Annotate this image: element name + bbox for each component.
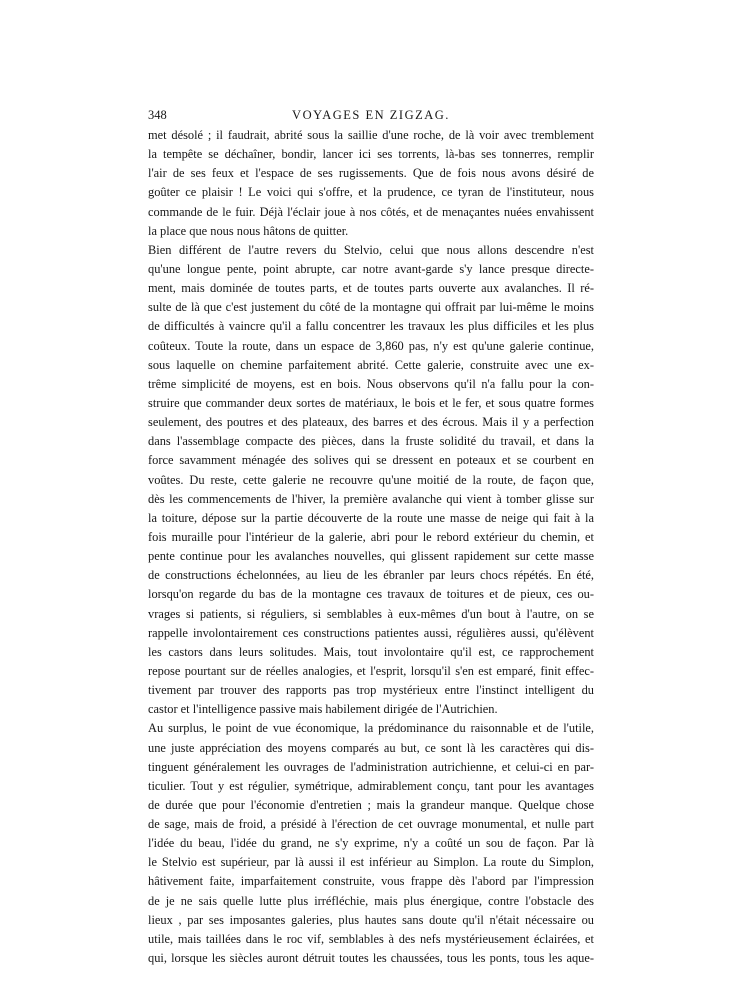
- text-line: l'idée du beau, l'idée du grand, ne s'y exprime, n'y a coûté un sou de façon. Par là: [148, 836, 594, 851]
- text-line: une juste appréciation des moyens comparés au but, ce sont là les caractères qui dis-: [148, 740, 594, 755]
- text-line: met désolé ; il faudrait, abrité sous la saillie d'une roche, de là voir avec tremblement: [148, 128, 594, 142]
- text-line: seulement, des poutres et des plateaux, des barres et des écrous. Mais il y a perfection: [148, 415, 594, 430]
- text-line: force savamment ménagée des solives qui se dressent en poteaux et se courbent en: [148, 453, 594, 468]
- text-line: la toiture, dépose sur la partie découverte de la route une masse de neige qui fait à la: [148, 510, 594, 525]
- text-line: fois muraille pour l'intérieur de la galerie, abri pour le rebord extérieur du chemin, et: [148, 529, 594, 544]
- text-line: pente continue pour les avalanches nouvelles, qui glissent rapidement sur cette masse: [148, 549, 594, 564]
- body-text: [148, 126, 594, 968]
- text-line: goûter ce plaisir ! Le voici qui s'offre, et la prudence, ce tyran de l'instituteur, nous: [148, 185, 594, 200]
- text-line: ment, mais dominée de toutes parts, et de toutes parts ouverte aux avalanches. Il ré-: [148, 281, 594, 296]
- text-line: l'air de ses feux et l'espace de ses rugissements. Que de fois nous avons désiré de: [148, 166, 594, 181]
- page-header: [148, 108, 594, 126]
- text-line: tivement par trouver des rapports pas trop mystérieux entre l'instinct intelligent du: [148, 683, 594, 698]
- text-line: Au surplus, le point de vue économique, la prédominance du raisonnable et de l'utile,: [148, 721, 594, 736]
- text-line: commande de le fuir. Déjà l'éclair joue à nos côtés, et de menaçantes nuées envahissent: [148, 204, 594, 219]
- text-line: vrages si patients, si réguliers, si semblables à eux-mêmes d'un bout à l'autre, on se: [148, 606, 594, 621]
- text-line: coûteux. Toute la route, dans un espace de 3,860 pas, n'y est qu'une galerie continue,: [148, 338, 594, 353]
- book-page: [148, 108, 594, 968]
- text-line: la tempête se déchaîner, bondir, lancer ici ses torrents, là-bas ses tonnerres, remplir: [148, 147, 594, 162]
- text-line: sulte de là que c'est justement du côté de la montagne qui offrait par lui-même le moins: [148, 300, 594, 315]
- text-line: de constructions échelonnées, au lieu de les ébranler par leurs chocs répétés. En été,: [148, 568, 594, 583]
- text-line: de sage, mais de froid, a présidé à l'érection de cet ouvrage monumental, et nulle part: [148, 817, 594, 832]
- text-line: la place que nous nous hâtons de quitter.: [148, 223, 349, 238]
- text-line: rappelle involontairement ces constructions patientes aussi, régulières aussi, qu'élèvent: [148, 625, 594, 640]
- text-line: lieux , par ses imposantes galeries, plus hautes sans doute qu'il n'était nécessaire ou: [148, 912, 594, 927]
- text-line: de difficultés à vaincre qu'il a fallu concentrer les travaux les plus difficiles et les plus: [148, 319, 594, 334]
- text-line: repose pourtant sur de réelles analogies, et l'esprit, lorsqu'il s'en est emparé, finit effec-: [148, 663, 594, 678]
- text-line: dès les commencements de l'hiver, la première avalanche qui vient à tomber glisse sur: [148, 491, 594, 506]
- text-line: trême simplicité de moyens, est en bois. Nous observons qu'il n'a fallu pour la con-: [148, 376, 594, 391]
- text-line: qui, lorsque les siècles auront détruit toutes les chaussées, tous les ponts, tous les aque-: [148, 951, 594, 966]
- text-line: voûtes. Du reste, cette galerie ne recouvre qu'une moitié de la route, de façon que,: [148, 472, 594, 487]
- text-line: ticulier. Tout y est régulier, symétrique, admirablement conçu, tant pour les avantages: [148, 778, 594, 793]
- text-line: de durée que pour l'économie d'entretien ; mais la grandeur manque. Quelque chose: [148, 797, 594, 812]
- text-line: Bien différent de l'autre revers du Stelvio, celui que nous allons descendre n'est: [148, 242, 594, 257]
- text-line: struire que commander deux sortes de matériaux, le bois et le fer, et sous quatre formes: [148, 395, 594, 410]
- text-line: sous laquelle on chemine parfaitement abrité. Cette galerie, construite avec une ex-: [148, 357, 594, 372]
- running-title: VOYAGES EN ZIGZAG.: [292, 108, 450, 122]
- text-line: les castors dans leurs solitudes. Mais, tout involontaire qu'il est, ce rapprochement: [148, 644, 594, 659]
- text-line: le Stelvio est supérieur, par là aussi il est inférieur au Simplon. La route du Simplon,: [148, 855, 594, 870]
- text-line: de je ne sais quelle lutte plus irréfléchie, mais plus énergique, contre l'obstacle des: [148, 893, 594, 908]
- text-line: tinguent généralement les ouvrages de l'administration autrichienne, et celui-ci en par-: [148, 759, 594, 774]
- text-line: lorsqu'on regarde du bas de la montagne ces travaux de toitures et de pieux, ces ou-: [148, 587, 594, 602]
- text-line: qu'une longue pente, point abrupte, car notre avant-garde s'y lance presque directe-: [148, 261, 594, 276]
- text-line: hâtivement faite, imparfaitement construite, vous frappe dès l'abord par l'impression: [148, 874, 594, 889]
- text-line: utile, mais taillées dans le roc vif, semblables à des nefs mystérieusement éclairées, et: [148, 931, 594, 946]
- text-line: dans l'assemblage compacte des pièces, dans la fruste solidité du travail, et dans la: [148, 434, 594, 449]
- page-number: 348: [148, 108, 167, 122]
- text-line: castor et l'intelligence passive mais habilement dirigée de l'Autrichien.: [148, 702, 498, 717]
